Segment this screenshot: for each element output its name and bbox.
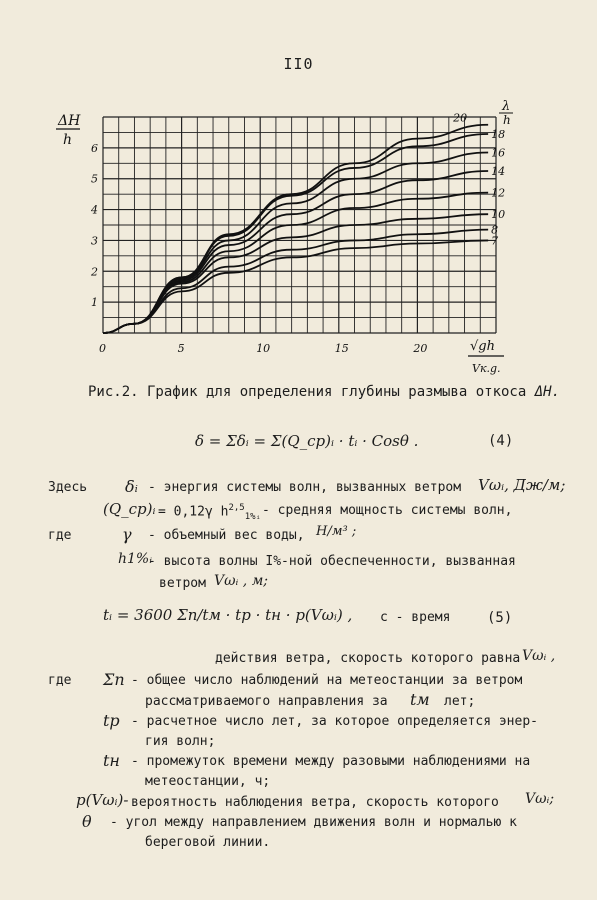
line-1-text: - энергия системы волн, вызванных ветром — [148, 480, 462, 495]
figure-caption — [88, 384, 560, 400]
sym-sigma-n: Σn — [103, 670, 125, 689]
line-3-text: - объемный вес воды, — [148, 528, 305, 543]
equation-4-number: (4) — [488, 433, 514, 449]
line-5-sym: Vωᵢ , м; — [214, 573, 269, 589]
series-label-10: 10 — [491, 208, 506, 222]
x-axis-label-num: √gh — [470, 339, 495, 354]
series-label-20: 20 — [453, 111, 468, 125]
lambda-label-num: λ — [502, 100, 511, 114]
line-2-formula: = 0,12γ $h^{2,5}_{1\%ᵢ}$ — [158, 503, 261, 522]
sym-gamma: γ — [122, 525, 132, 544]
series-label-16: 16 — [491, 146, 506, 160]
x-tick-label: 20 — [413, 342, 428, 355]
caption-symbol: ΔH. — [534, 384, 561, 400]
depth-chart — [0, 100, 597, 385]
line-2-text: - средняя мощность системы волн, — [262, 503, 513, 518]
line-gde-1: где — [48, 528, 72, 543]
series-label-18: 18 — [491, 127, 506, 141]
y-tick-label: 3 — [91, 234, 98, 248]
y-axis-label-num: ΔH — [58, 113, 81, 129]
equation-5-number: (5) — [487, 610, 513, 626]
line-4-text: - высота волны I%-ной обеспеченности, вызванная — [148, 554, 516, 569]
line-14-text: - угол между направлением движения волн и нормалью к — [110, 815, 517, 830]
line-13-text: вероятность наблюдения ветра, скорость которого — [131, 795, 499, 810]
sym-tn: tн — [103, 751, 120, 770]
sym-qcp: (Q_cp)ᵢ — [103, 500, 156, 518]
y-tick-label: 6 — [91, 141, 98, 155]
equation-5: tᵢ = 3600 Σn/tм · tр · tн · p(Vωᵢ) , — [103, 606, 353, 624]
line-3-unit: Н/м³ ; — [316, 524, 357, 539]
sym-tr: tр — [103, 711, 120, 730]
series-line-10 — [103, 214, 488, 333]
y-tick-label: 4 — [91, 203, 98, 217]
line-9-text: - расчетное число лет, за которое определяется энер- — [131, 714, 538, 729]
equation-5-word: с - время — [380, 610, 451, 625]
series-label-12: 12 — [491, 186, 506, 200]
line-12-text: метеостанции, ч; — [145, 774, 271, 789]
line-7-text: - общее число наблюдений на метеостанции за ветром — [131, 673, 523, 688]
line-8-end: лет; — [444, 694, 476, 709]
sym-delta-i: δᵢ — [125, 477, 138, 496]
series-label-8: 8 — [491, 223, 499, 237]
x-tick-label: 0 — [99, 342, 106, 355]
y-tick-label: 1 — [91, 296, 98, 310]
line-5-text: ветром — [159, 576, 206, 591]
page-number: II0 — [283, 55, 314, 73]
line-11-text: - промежуток времени между разовыми наблюдениями на — [131, 754, 531, 769]
line-13-end: Vωᵢ; — [525, 791, 555, 807]
line-15-text: береговой линии. — [145, 835, 271, 850]
line-10-text: гия волн; — [145, 734, 216, 749]
series-label-7: 7 — [491, 234, 499, 248]
line-6-text: действия ветра, скорость которого равна — [215, 651, 521, 666]
lambda-label-den: h — [503, 113, 511, 127]
line-6-sym: Vωᵢ , — [522, 648, 556, 664]
y-axis-label-den: h — [63, 132, 73, 148]
x-tick-label: 10 — [256, 342, 271, 355]
series-label-14: 14 — [491, 165, 506, 178]
y-tick-label: 5 — [91, 172, 98, 186]
line-8-text: рассматриваемого направления за — [145, 694, 388, 709]
sym-theta: θ — [82, 812, 92, 831]
x-axis-label-den: Vк.g. — [472, 362, 501, 375]
sym-h1: h1%ᵢ — [118, 551, 153, 567]
line-1-end: Vωᵢ, Дж/м; — [478, 476, 566, 494]
sym-tm: tм — [410, 690, 430, 709]
caption-text: Рис.2. График для определения глубины размыва откоса — [88, 384, 535, 400]
equation-4: δ = Σδᵢ = Σ(Q_cp)ᵢ · tᵢ · Cosθ . — [195, 432, 419, 450]
sym-p: p(Vωᵢ)- — [76, 791, 129, 809]
x-tick-label: 15 — [334, 342, 349, 355]
y-tick-label: 2 — [91, 265, 98, 279]
line-gde-2: где — [48, 673, 72, 688]
line-zdes: Здесь — [48, 480, 88, 495]
x-tick-label: 5 — [177, 342, 185, 355]
